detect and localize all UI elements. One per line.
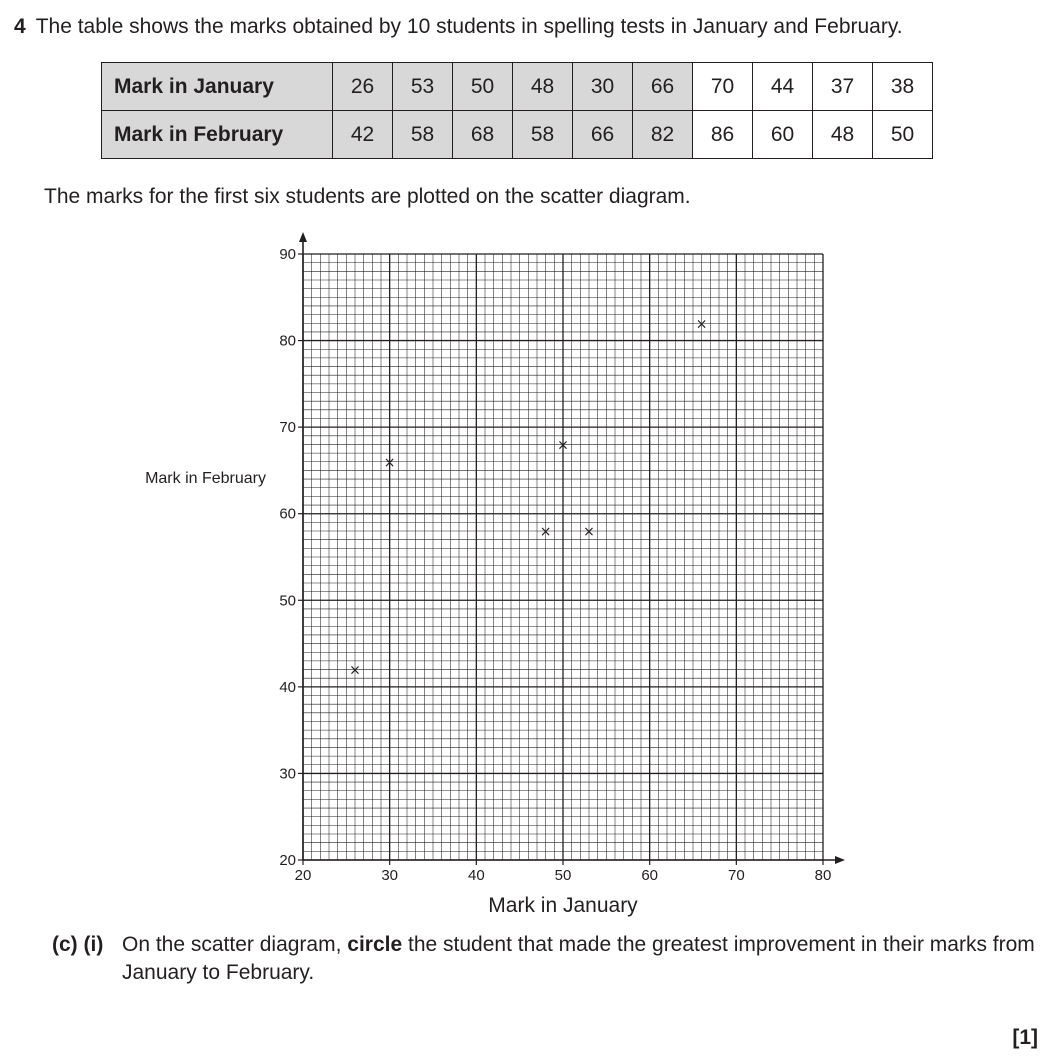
part-label: (c) (i): [52, 933, 104, 956]
table-row: [102, 63, 933, 111]
grid: [303, 254, 823, 860]
x-tick-label: 60: [641, 867, 659, 884]
table-cell: 48: [513, 63, 573, 111]
row-header: Mark in February: [102, 111, 333, 159]
y-tick-label: 70: [279, 419, 296, 437]
table-cell: 66: [633, 63, 693, 111]
table-cell: 58: [513, 111, 573, 159]
table-cell: 38: [873, 63, 933, 111]
table-cell: 68: [453, 111, 513, 159]
table-cell: 50: [873, 111, 933, 159]
table-cell: 70: [693, 63, 753, 111]
question-stem: [14, 13, 903, 41]
x-tick-label: 20: [294, 867, 312, 884]
question-part-c: [52, 931, 1042, 987]
table-cell: 66: [573, 111, 633, 159]
y-tick-label: 40: [279, 678, 296, 696]
table-cell: 26: [333, 63, 393, 111]
marks-table: [101, 62, 933, 159]
x-axis-arrow-icon: [835, 856, 845, 864]
data-point-marker: ×: [583, 524, 595, 541]
data-point-marker: ×: [349, 662, 361, 679]
x-tick-label: 80: [814, 867, 832, 884]
question-text: The table shows the marks obtained by 10 students in spelling tests in January and February.: [35, 15, 903, 38]
x-axis-label: Mark in January: [488, 894, 638, 917]
part-c-text-before: On the scatter diagram,: [122, 933, 348, 956]
table-cell: 60: [753, 111, 813, 159]
y-tick-label: 30: [279, 765, 296, 783]
part-c-emphasis: circle: [347, 933, 403, 956]
table-cell: 42: [333, 111, 393, 159]
y-axis-arrow-icon: [299, 232, 307, 242]
y-tick-label: 60: [279, 505, 296, 523]
data-point-marker: ×: [557, 437, 569, 454]
question-number: 4: [14, 15, 26, 38]
y-tick-label: 20: [279, 852, 296, 869]
part-c-text-after: the student that made the greatest improvement in their marks from January to February.: [122, 933, 1035, 984]
scatter-intro-text: The marks for the first six students are plotted on the scatter diagram.: [44, 185, 691, 208]
table-row: [102, 111, 933, 159]
marks-allocation: [1]: [1012, 1026, 1038, 1049]
x-tick-label: 50: [554, 867, 572, 884]
table-cell: 30: [573, 63, 633, 111]
row-header: Mark in January: [102, 63, 333, 111]
table-cell: 48: [813, 111, 873, 159]
scatter-diagram[interactable]: [0, 225, 1050, 925]
data-point-marker: ×: [539, 524, 552, 541]
part-c-text: [122, 931, 1042, 987]
x-tick-label: 30: [381, 867, 399, 884]
table-cell: 82: [633, 111, 693, 159]
table-cell: 50: [453, 63, 513, 111]
table-cell: 86: [693, 111, 753, 159]
table-cell: 44: [753, 63, 813, 111]
y-axis-label: Mark in February: [145, 470, 266, 487]
table-cell: 58: [393, 111, 453, 159]
table-cell: 53: [393, 63, 453, 111]
y-tick-label: 90: [279, 246, 296, 263]
x-tick-label: 70: [727, 867, 745, 884]
data-point-marker: ×: [383, 454, 396, 471]
y-tick-label: 50: [279, 592, 296, 610]
y-tick-label: 80: [279, 332, 296, 350]
x-tick-label: 40: [467, 867, 485, 884]
table-cell: 37: [813, 63, 873, 111]
data-point-marker: ×: [695, 316, 708, 333]
